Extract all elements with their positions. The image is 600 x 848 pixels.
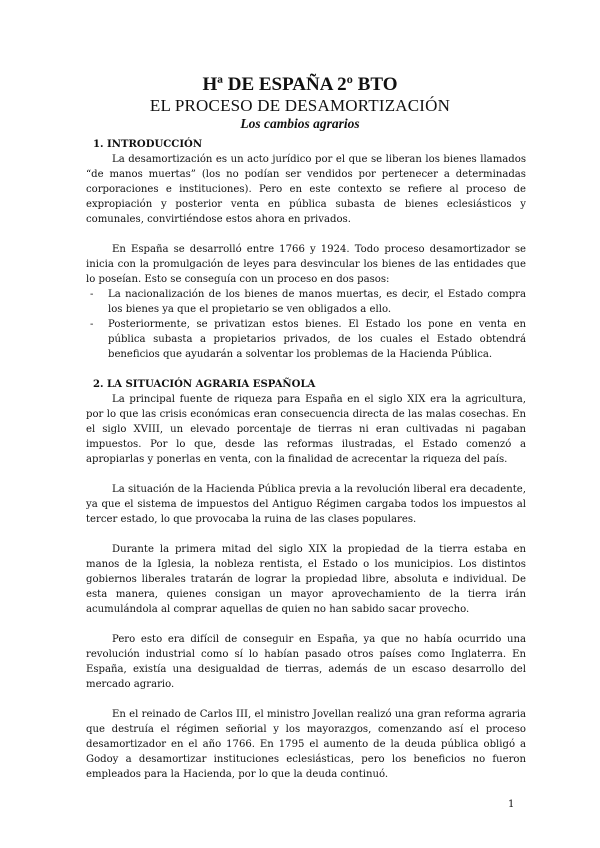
- bullet-dash: -: [90, 289, 94, 300]
- paragraph: En el reinado de Carlos III, el ministro Jovellan realizó una gran reforma agraria que destruía el régimen señorial y los mayorazgos, comenzando así el proceso desamortizador en el año 1766. En 1795 el aumento de la deuda pública obligó a Godoy a desamortizar instituciones eclesiásticas, pero los beneficios no fueron empleados para la Hacienda, por lo que la deuda continuó.: [86, 709, 526, 780]
- paragraph: La desamortización es un acto jurídico por el que se liberan los bienes llamados “de manos muertas” (los no podían ser vendidos por pertenecer a determinadas corporaciones e instituciones). Pero en este contexto se refiere al proceso de expropiación y posterior venta en pública subasta de bienes eclesiásticos y comunales, convirtiéndose estos ahora en privados.: [86, 154, 526, 225]
- document-body: [86, 137, 526, 782]
- list-item-text: Posteriormente, se privatizan estos bienes. El Estado los pone en venta en pública subasta a propietarios privados, de los cuales el Estado obtendrá beneficios que ayudarán a solventar los problemas de la Hacienda Pública.: [108, 319, 526, 360]
- bullet-list: [86, 287, 526, 362]
- paragraph: La principal fuente de riqueza para España en el siglo XIX era la agricultura, por lo que las crisis económicas eran consecuencia directa de las malas cosechas. En el siglo XVIII, un elevado porcentaje de tierras ni eran cultivadas ni pagaban impuestos. Por lo que, desde las reformas ilustradas, el Estado comenzó a apropiarlas y ponerlas en venta, con la finalidad de acrecentar la riqueza del país.: [86, 394, 526, 465]
- paragraph: La situación de la Hacienda Pública previa a la revolución liberal era decadente, ya que el sistema de impuestos del Antiguo Régimen cargaba todos los impuestos al tercer estado, lo que provocaba la ruina de las clases populares.: [86, 484, 526, 525]
- section-heading-situacion-agraria: 2. LA SITUACIÓN AGRARIA ESPAÑOLA: [93, 379, 316, 390]
- list-item: [86, 317, 526, 362]
- paragraph: Durante la primera mitad del siglo XIX la propiedad de la tierra estaba en manos de la Iglesia, la nobleza rentista, el Estado o los municipios. Los distintos gobiernos liberales tratarán de lograr la propiedad libre, absoluta e individual. De esta manera, quienes consigan un mayor aprovechamiento de la tierra irán acumulándola al comprar aquellas de quien no han sabido sacar provecho.: [86, 544, 526, 615]
- list-item: [86, 287, 526, 317]
- bullet-dash: -: [90, 319, 94, 330]
- title-block: [0, 74, 600, 132]
- section-spacer: [86, 362, 526, 377]
- section-heading-introduccion: 1. INTRODUCCIÓN: [93, 139, 203, 150]
- course-title: Hª DE ESPAÑA 2º BTO: [202, 74, 398, 95]
- paragraph: En España se desarrolló entre 1766 y 1924. Todo proceso desamortizador se inicia con la promulgación de leyes para desvincular los bienes de las entidades que lo poseían. Esto se conseguía con un proceso en dos pasos:: [86, 244, 526, 285]
- topic-subtitle: Los cambios agrarios: [240, 116, 360, 131]
- topic-title: EL PROCESO DE DESAMORTIZACIÓN: [149, 96, 451, 115]
- page-number: 1: [508, 799, 515, 810]
- paragraph: Pero esto era difícil de conseguir en España, ya que no había ocurrido una revolución industrial como sí lo habían pasado otros países como Inglaterra. En España, existía una desigualdad de tierras, además de un escaso desarrollo del mercado agrario.: [86, 634, 526, 690]
- list-item-text: La nacionalización de los bienes de manos muertas, es decir, el Estado compra los bienes ya que el propietario se ven obligados a ello.: [108, 289, 526, 315]
